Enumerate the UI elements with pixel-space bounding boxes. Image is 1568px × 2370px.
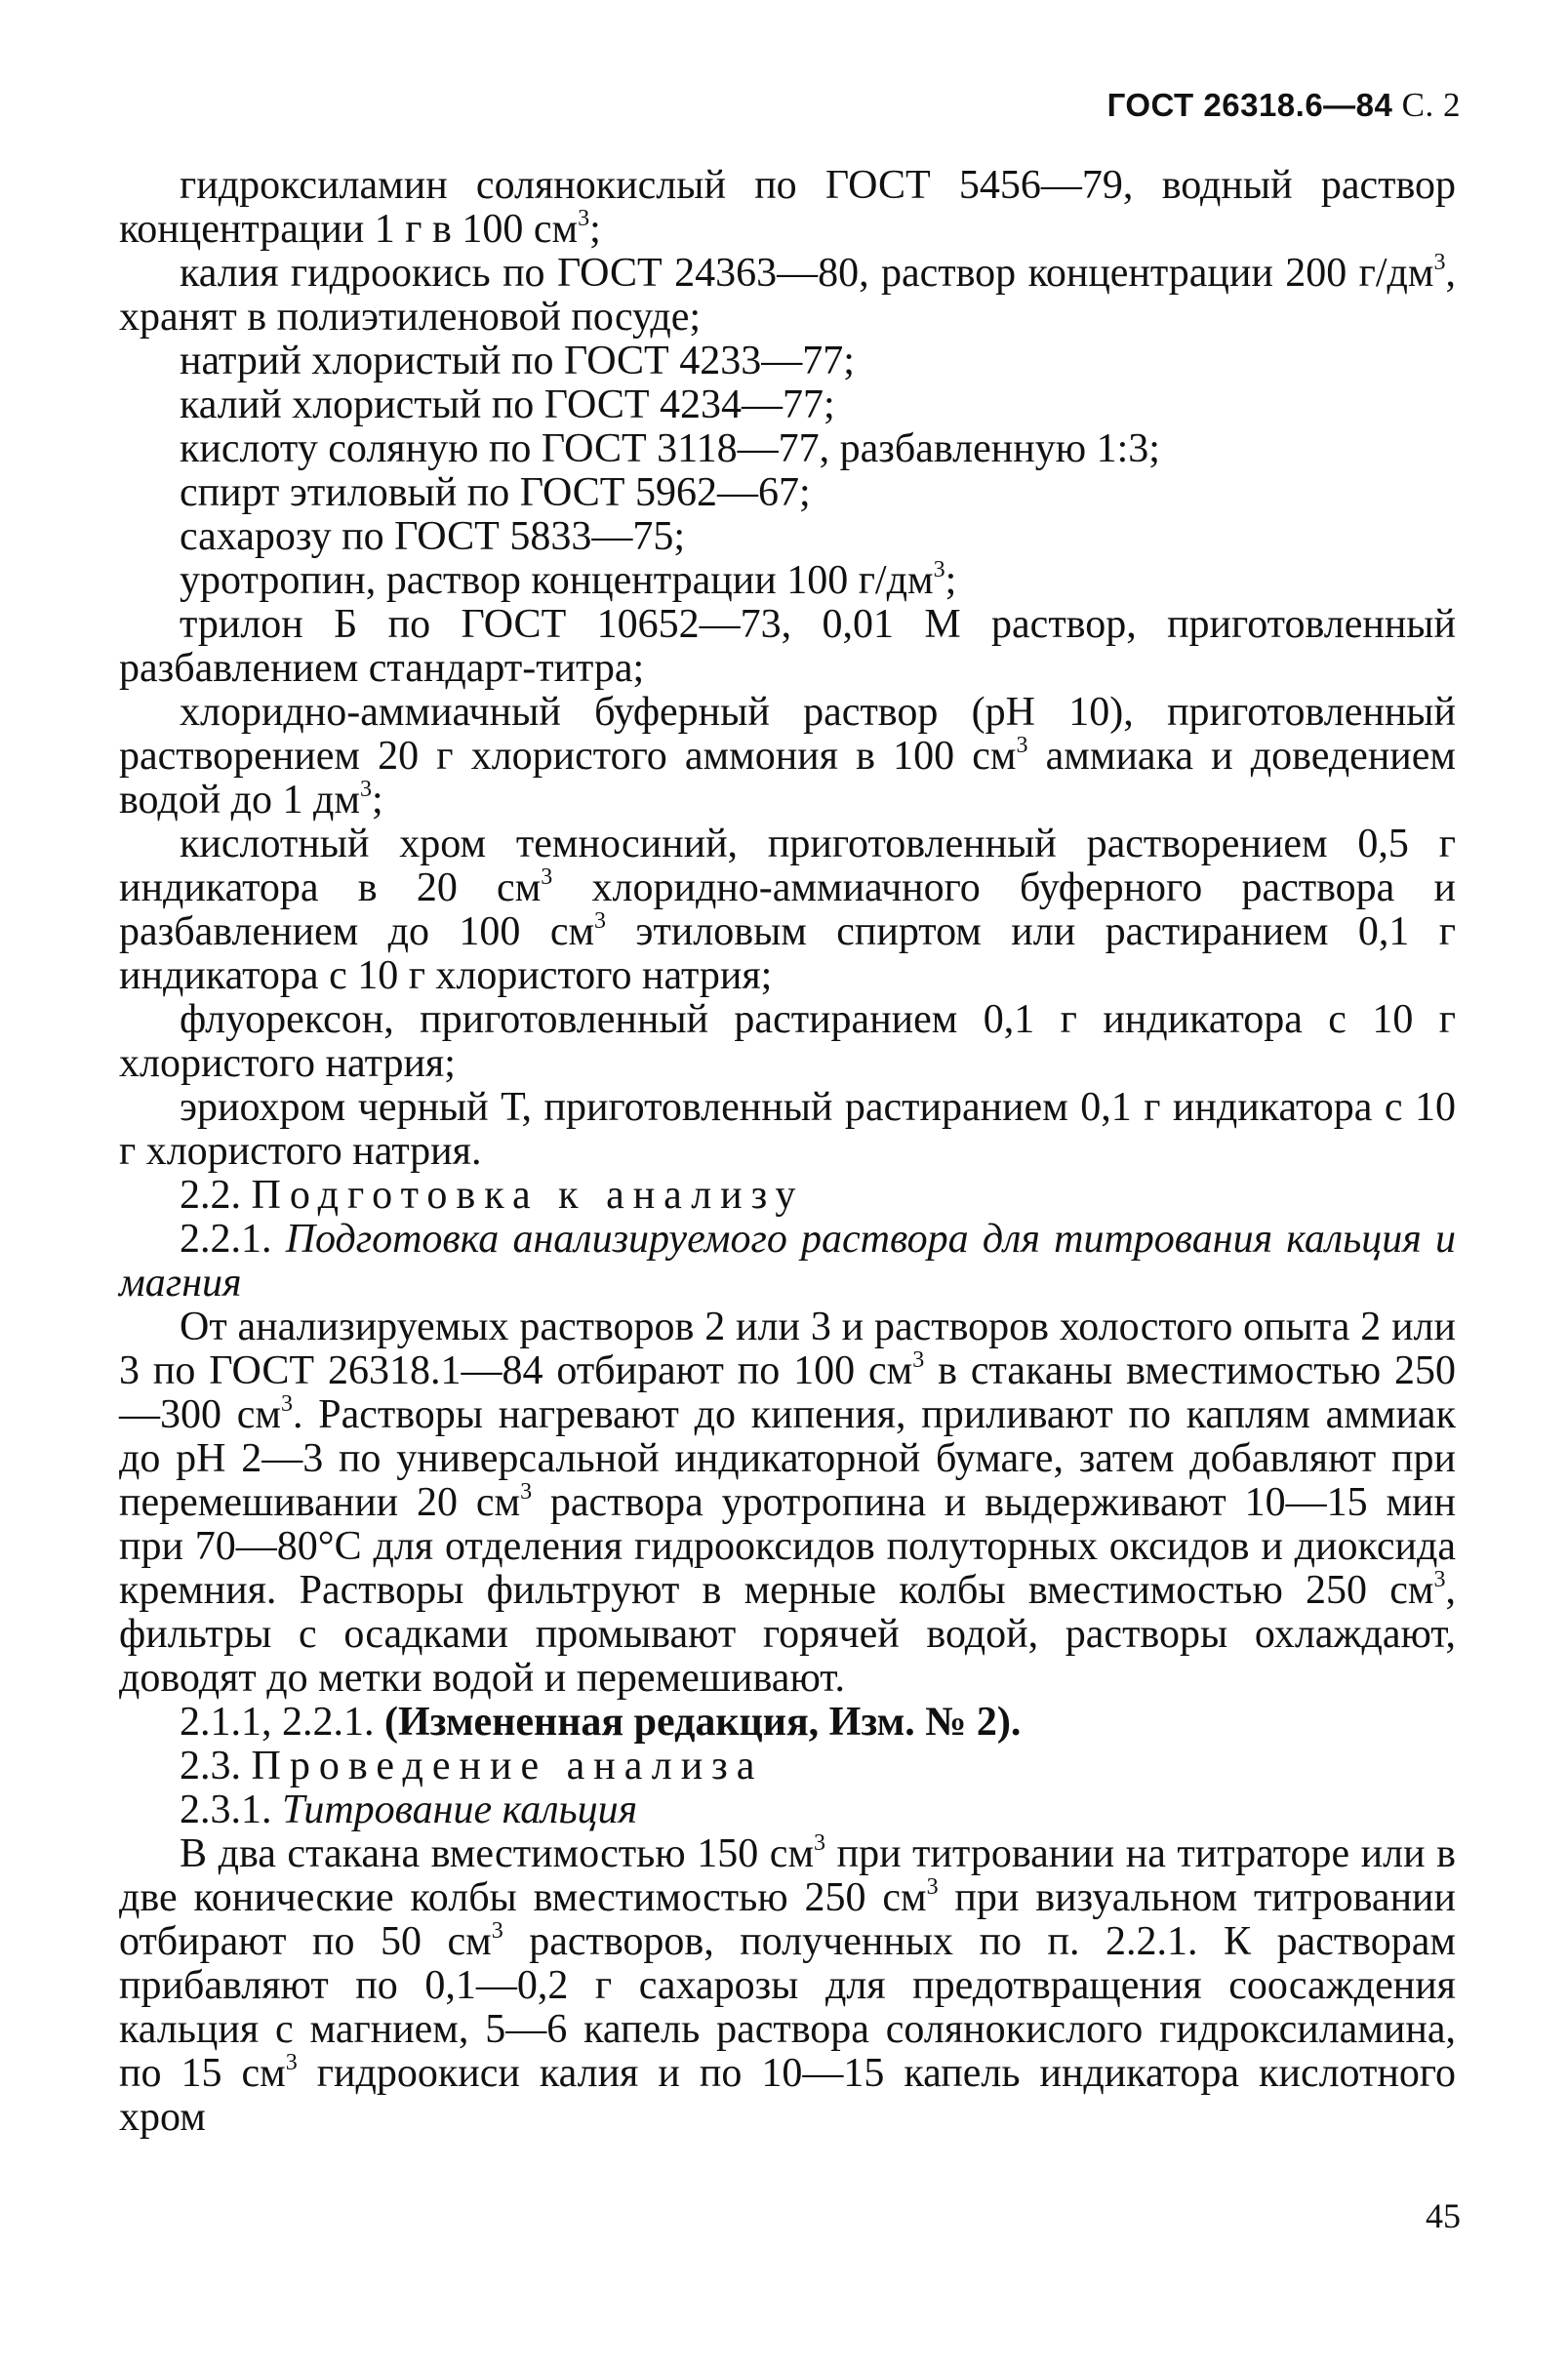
body-text: [119, 164, 1456, 2140]
reagent-urotropine: уротропин, раствор концентрации 100 $г/дм^3$;: [180, 557, 957, 603]
reagent-eriochrome-black: эриохром черный Т, приготовленный растиранием 0,1 г индикатора с 10 г хлористого натрия.: [119, 1085, 1456, 1174]
header-page: С. 2: [1401, 86, 1461, 124]
reagent-hydroxylamine: гидроксиламин солянокислый по ГОСТ 5456—79, водный раствор концентрации 1 г в 100 $см^3$;: [119, 163, 1456, 252]
section-2-3-heading: 2.3. Проведение анализа: [180, 1744, 764, 1788]
reagent-buffer-solution: хлоридно-аммиачный буферный раствор (рН 10), приготовленный растворением 20 г хлористого аммония в 100 $см^3$ аммиака и доведением водой до 1 $дм^3$;: [119, 690, 1456, 823]
reagent-sodium-chloride: натрий хлористый по ГОСТ 4233—77;: [180, 339, 855, 383]
standard-number: ГОСТ 26318.6—84: [1106, 87, 1393, 123]
reagent-hydrochloric-acid: кислоту соляную по ГОСТ 3118—77, разбавленную 1:3;: [180, 426, 1160, 471]
reagent-fluorexon: флуорексон, приготовленный растиранием 0,1 г индикатора с 10 г хлористого натрия;: [119, 997, 1456, 1086]
section-2-3-1-heading: 2.3.1. Титрование кальция: [180, 1788, 638, 1832]
sample-preparation-paragraph: От анализируемых растворов 2 или 3 и растворов холостого опыта 2 или 3 по ГОСТ 26318.1—84 отбирают по 100 $см^3$ в стаканы вместимостью 250—300 $см^3$. Растворы нагревают до кипения, приливают по каплям аммиак до рН 2—3 по универсальной индикаторной бумаге, затем добавляют при перемешивании 20 $см^3$ раствора уротропина и выдерживают 10—15 мин при 70—80°С для отделения гидрооксидов полуторных оксидов и диоксида кремния. Растворы фильтруют в мерные колбы вместимостью 250 $см^3$, фильтры с осадками промывают горячей водой, растворы охлаждают, доводят до метки водой и перемешивают.: [119, 1305, 1456, 1701]
page-number: 45: [1426, 2196, 1461, 2235]
reagent-ethanol: спирт этиловый по ГОСТ 5962—67;: [180, 470, 811, 515]
reagent-sucrose: сахарозу по ГОСТ 5833—75;: [180, 514, 685, 559]
reagent-potassium-chloride: калий хлористый по ГОСТ 4234—77;: [180, 382, 835, 427]
section-2-2-heading: 2.2. Подготовка к анализу: [180, 1173, 805, 1218]
amendment-note: 2.1.1, 2.2.1. (Измененная редакция, Изм. № 2).: [180, 1700, 1022, 1745]
section-2-2-1-heading: 2.2.1. Подготовка анализируемого раствора для титрования кальция и магния: [119, 1217, 1457, 1306]
reagent-trilon-b: трилон Б по ГОСТ 10652—73, 0,01 М раствор, приготовленный разбавлением стандарт-титра;: [119, 602, 1456, 691]
reagent-potassium-hydroxide: калия гидроокись по ГОСТ 24363—80, раствор концентрации 200 $г/дм^3$, хранят в полиэтиленовой посуде;: [119, 250, 1456, 340]
calcium-titration-paragraph: В два стакана вместимостью 150 $см^3$ при титровании на титраторе или в две конические колбы вместимостью 250 $см^3$ при визуальном титровании отбирают по 50 $см^3$ растворов, полученных по п. 2.2.1. К растворам прибавляют по 0,1—0,2 г сахарозы для предотвращения соосаждения кальция с магнием, 5—6 капель раствора солянокислого гидроксиламина, по 15 $см^3$ гидроокиси калия и по 10—15 капель индикатора кислотного хром: [119, 1830, 1457, 2140]
reagent-acid-chrome-dark-blue: кислотный хром темносиний, приготовленный растворением 0,5 г индикатора в 20 $см^3$ хлоридно-аммиачного буферного раствора и разбавлением до 100 $см^3$ этиловым спиртом или растиранием 0,1 г индикатора с 10 г хлористого натрия;: [119, 822, 1456, 998]
running-header: [1107, 86, 1461, 125]
